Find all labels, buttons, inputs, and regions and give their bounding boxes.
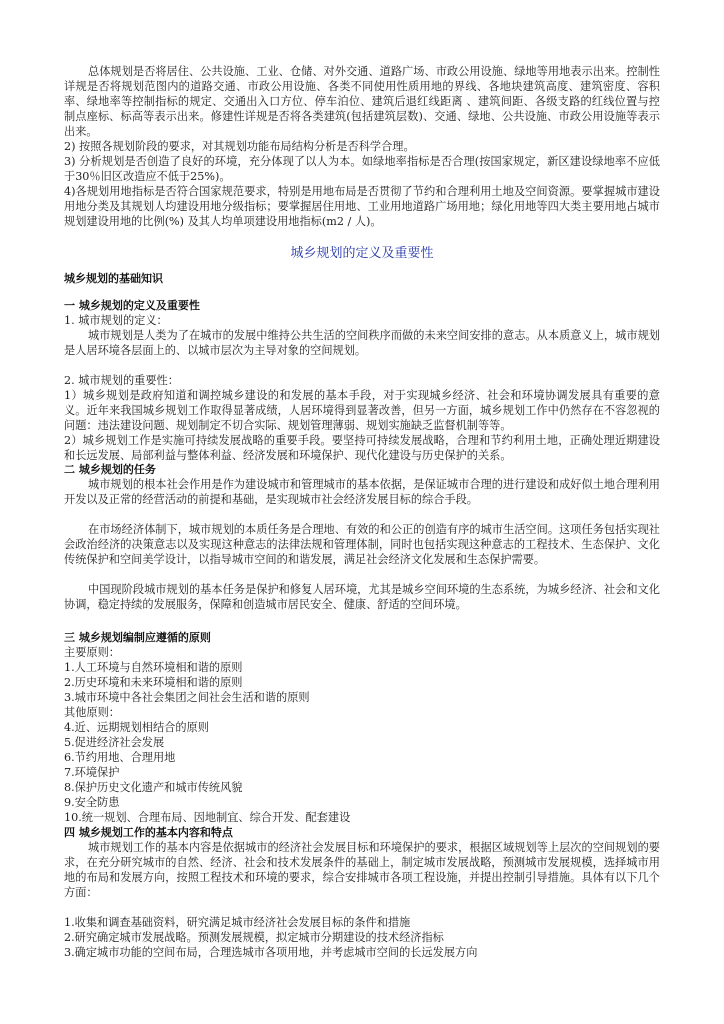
definition-label: 1. 城市规划的定义：	[64, 314, 168, 327]
section-2-heading: 二 城乡规划的任务	[64, 463, 156, 476]
section-3-heading: 三 城乡规划编制应遵循的原则	[64, 631, 211, 644]
section-2-paragraph-3: 中国现阶段城市规划的基本任务是保护和修复人居环境，尤其是城乡空间环境的生态系统，为城乡经济、社会和文化协调，稳定持续的发展服务，保障和创造城市居民安全、健康、舒适的空间环境。	[64, 583, 660, 611]
section-4-paragraph: 城市规划工作的基本内容是依据城市的经济社会发展目标和环境保护的要求，根据区域规划等上层次的空间规划的要求，在充分研究城市的自然、经济、社会和技术发展条件的基础上，制定城市发展战略，预测城市发展规模，选择城市用地的布局和发展方向，按照工程技术和环境的要求，综合安排城市各项工程设施，并提出控制引导措施。具体有以下几个方面：	[64, 841, 660, 899]
section-basic	[64, 271, 660, 286]
section-3	[64, 630, 660, 825]
review-item-4: 4)各规划用地指标是否符合国家规范要求，特别是用地布局是否贯彻了节约和合理利用土地及空间资源。要掌握城市建设用地分类及其规划人均建设用地分级指标；要掌握居住用地、工业用地道路广场用地；绿化用地等四大类主要用地占城市规划建设用地的比例(%) 及其人均单项建设用地指标(m2 / 人)。	[64, 185, 660, 228]
principle-item: 4.近、远期规划相结合的原则	[64, 721, 209, 734]
section-4-heading: 四 城乡规划工作的基本内容和特点	[64, 826, 233, 839]
principle-item: 10.统一规划、合理布局、因地制宜、综合开发、配套建设	[64, 811, 351, 824]
main-principles-label: 主要原则：	[64, 646, 120, 659]
importance-item-2: 2）城乡规划工作是实施可持续发展战略的重要手段。要坚持可持续发展战略，合理和节约利用土地，正确处理近期建设和长远发展、局部利益与整体利益、经济发展和环境保护、现代化建设与历史保护的关系。	[64, 434, 660, 462]
section-1-heading: 一 城乡规划的定义及重要性	[64, 299, 200, 312]
principle-item: 6.节约用地、合理用地	[64, 751, 176, 764]
review-item-2: 2) 按照各规划阶段的要求，对其规划功能布局结构分析是否科学合理。	[64, 140, 415, 153]
principle-item: 1.人工环境与自然环境相和谐的原则	[64, 661, 243, 674]
section-2-paragraph-1: 城市规划的根本社会作用是作为建设城市和管理城市的基本依据，是保证城市合理的进行建设和成好似土地合理利用开发以及正常的经营活动的前提和基础，是实现城市社会经济发展目标的综合手段。	[64, 478, 660, 506]
section-basic-heading: 城乡规划的基础知识	[64, 272, 163, 285]
principle-item: 5.促进经济社会发展	[64, 736, 165, 749]
importance-item-1: 1）城乡规划是政府知道和调控城乡建设的和发展的基本手段，对于实现城乡经济、社会和环境协调发展具有重要的意义。近年来我国城乡规划工作取得显著成绩，人居环境得到显著改善，但另一方面，城乡规划工作中仍然存在不容忽视的问题：违法建设问题、规划制定不切合实际、规划管理薄弱、规划实施缺乏监督机制等等。	[64, 389, 660, 432]
content-item: 2.研究确定城市发展战略。预测发展规模，拟定城市分期建设的技术经济指标	[64, 931, 444, 944]
importance-label: 2. 城市规划的重要性：	[64, 374, 179, 387]
section-4	[64, 825, 660, 960]
section-1	[64, 298, 660, 463]
definition-text: 城市规划是人类为了在城市的发展中维持公共生活的空间秩序而做的未来空间安排的意志。从本质意义上，城市规划是人居环境各层面上的、以城市层次为主导对象的空间规划。	[64, 329, 660, 357]
page-title: 城乡规划的定义及重要性	[290, 246, 434, 261]
content-item: 1.收集和调查基础资料，研究满足城市经济社会发展目标的条件和措施	[64, 916, 411, 929]
other-principles-label: 其他原则：	[64, 706, 120, 719]
principle-item: 8.保护历史文化遗产和城市传统风貌	[64, 781, 243, 794]
principle-item: 3.城市环境中各社会集团之间社会生活和谐的原则	[64, 691, 310, 704]
section-2-paragraph-2: 在市场经济体制下，城市规划的本质任务是合理地、有效的和公正的创造有序的城市生活空间。这项任务包括实现社会政治经济的决策意志以及实现这种意志的法律法规和管理体制，同时也包括实现这种意志的工程技术、生态保护、文化传统保护和空间美学设计，以指导城市空间的和谐发展，满足社会经济文化发展和生态保护需要。	[64, 523, 660, 566]
section-2	[64, 462, 660, 612]
principle-item: 7.环境保护	[64, 766, 120, 779]
content-item: 3.确定城市功能的空间布局，合理选城市各项用地，并考虑城市空间的长远发展方向	[64, 946, 478, 959]
top-section	[64, 64, 660, 229]
review-item-3: 3) 分析规划是否创造了良好的环境，充分体现了以人为本。如绿地率指标是否合理(按国家规定，新区建设绿地率不应低于30％旧区改造应不低于25%)。	[64, 155, 660, 183]
principle-item: 2.历史环境和未来环境相和谐的原则	[64, 676, 243, 689]
principle-item: 9.安全防患	[64, 796, 120, 809]
paragraph-overall-plan: 总体规划是否将居住、公共设施、工业、仓储、对外交通、道路广场、市政公用设施、绿地等用地表示出来。控制性详规是否将规划范图内的道路交通、市政公用设施、各类不同使用性质用地的界线、各地块建筑高度、建筑密度、容积率、绿地率等控制指标的规定、交通出入口方位、停车泊位、建筑后退红线距离 、建筑间距、各级支路的红线位置与控制点座标、标高等表示出来。修建性详规是否将各类建筑(包括建筑层数)、交通、绿地、公共设施、市政公用设施等表示出来。	[64, 65, 660, 138]
